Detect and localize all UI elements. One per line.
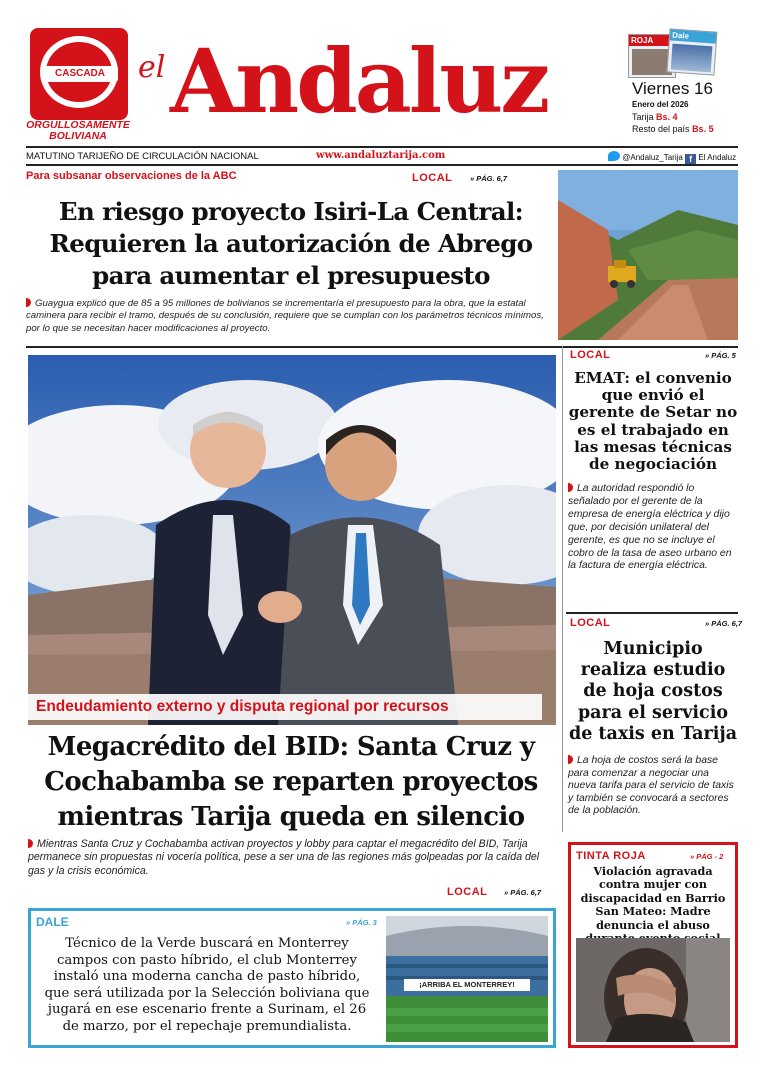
story-top-kicker: Para subsanar observaciones de la ABC (26, 170, 237, 182)
date-month: Enero del 2026 (632, 100, 689, 109)
bullet-icon (28, 839, 33, 848)
main-story-page-ref[interactable]: » PÁG. 6,7 (504, 888, 542, 897)
main-story-summary-text: Mientras Santa Cruz y Cochabamba activan proyectos y lobby para captar el megacrédito del BID, Tarija permanece sin propuestas ni vocería política, pese a ser una de las regiones más golpeadas por la caída del gas y la crisis económica. (28, 838, 540, 877)
main-photo-caption: Endeudamiento externo y disputa regional por recursos (28, 694, 542, 720)
main-story-summary (28, 838, 554, 878)
slogan: ORGULLOSAMENTE BOLIVIANA (26, 119, 130, 142)
bullet-icon (26, 298, 31, 307)
right-story1-section: LOCAL (570, 349, 611, 361)
dale-page-ref[interactable]: » PÁG. 3 (346, 918, 377, 927)
main-story-headline[interactable]: Megacrédito del BID: Santa Cruz y Cochabamba se reparten proyectos mientras Tarija queda en silencio (44, 732, 538, 832)
story-top-page-ref[interactable]: » PÁG. 6,7 (470, 174, 508, 183)
price-rest (632, 124, 714, 134)
masthead-rule-bottom (26, 164, 738, 166)
divider-right-top (556, 346, 738, 348)
story-top-summary-text: Guaygua explicó que de 85 a 95 millones de bolivianos se incrementaría el presupuesto para la obra, que la estatal caminera para recibir el tramo, después de su conclusión, requiere que se cumplan con los parámetros técnicos mínimos, por lo que se necesitan hacer modificaciones al proyecto. (26, 298, 544, 334)
divider-right-mid (566, 612, 738, 614)
cascada-logo-text: CASCADA (42, 66, 118, 82)
newspaper-title: Andaluz (170, 29, 548, 133)
thumb-label-dale: Dale (670, 29, 717, 43)
dale-story-text[interactable]: Técnico de la Verde buscará en Monterrey campos con pasto híbrido, el club Monterrey instaló una moderna cancha de pasto híbrido, que será utilizada por la Selección boliviana que jugará en ese escenario frente a Surinam, el 26 de marzo, por el repechaje premundialista. (44, 936, 370, 1034)
twitter-handle[interactable]: @Andaluz_Tarija (622, 153, 683, 162)
story-top-summary (26, 298, 556, 335)
right-story1-headline[interactable]: EMAT: el convenio que envió el gerente de Setar no es el trabajado en las mesas técnicas de negociación (568, 369, 738, 474)
right-story2-page-ref[interactable]: » PÁG. 6,7 (705, 619, 743, 628)
twitter-icon (608, 151, 620, 161)
tinta-roja-page-ref[interactable]: » PÁG - 2 (690, 852, 724, 861)
tinta-roja-photo[interactable] (576, 938, 730, 1042)
right-story2-headline[interactable]: Municipio realiza estudio de hoja costos para el servicio de taxis en Tarija (568, 639, 738, 744)
thumb-label-roja: ROJA (629, 35, 675, 46)
facebook-handle[interactable]: El Andaluz (698, 153, 737, 162)
price-rest-value: Bs. 5 (692, 124, 714, 134)
date-day: Viernes 16 (632, 79, 713, 98)
divider-top-story (26, 346, 556, 348)
strapline: MATUTINO TARIJEÑO DE CIRCULACIÓN NACIONAL (26, 151, 259, 162)
price-tarija-value: Bs. 4 (656, 112, 678, 122)
facebook-icon: f (685, 154, 696, 165)
dale-thumbnail[interactable] (667, 28, 718, 75)
price-rest-label: Resto del país (632, 124, 690, 134)
right-story1-page-ref[interactable]: » PÁG. 5 (705, 351, 736, 360)
right-story1-summary-text: La autoridad respondió lo señalado por el gerente de la empresa de energía eléctrica y dijo que, por decisión unilateral del gerente, es que no se incluye el cobro de la tasa de aseo urbano en la factura de energía eléctrica. (568, 483, 732, 572)
right-story2-section: LOCAL (570, 617, 611, 629)
right-story1-summary (568, 483, 738, 573)
road-construction-photo[interactable] (558, 170, 738, 340)
price-tarija-label: Tarija (632, 112, 654, 122)
website-link[interactable]: www.andaluztarija.com (316, 150, 446, 161)
stadium-photo[interactable] (386, 916, 548, 1042)
bullet-icon (568, 755, 573, 764)
right-story2-summary (568, 755, 738, 818)
bullet-icon (568, 483, 573, 492)
price-tarija (632, 112, 678, 122)
stadium-banner: ¡ARRIBA EL MONTERREY! (419, 980, 515, 989)
tinta-roja-headline[interactable]: Violación agravada contra mujer con discapacidad en Barrio San Mateo: Madre denuncia el abuso (580, 864, 726, 932)
supplement-thumbnails[interactable] (628, 30, 730, 78)
main-story-photo[interactable] (28, 355, 556, 725)
column-divider (562, 346, 563, 832)
tinta-roja-section: TINTA ROJA (576, 850, 646, 862)
social-links (608, 151, 736, 165)
dale-section: DALE (36, 915, 69, 929)
masthead-rule-top (26, 146, 738, 148)
right-story2-summary-text: La hoja de costos será la base para comenzar a negociar una nueva tarifa para el servicio de taxis y también se convocará a sectores de la población. (568, 755, 734, 817)
story-top-section: LOCAL (412, 172, 453, 184)
story-top-headline[interactable]: En riesgo proyecto Isiri-La Central: Requieren la autorización de Abrego para aumentar el presupuesto (49, 197, 533, 290)
brand-prefix: el (138, 50, 166, 85)
main-story-section: LOCAL (447, 886, 488, 898)
